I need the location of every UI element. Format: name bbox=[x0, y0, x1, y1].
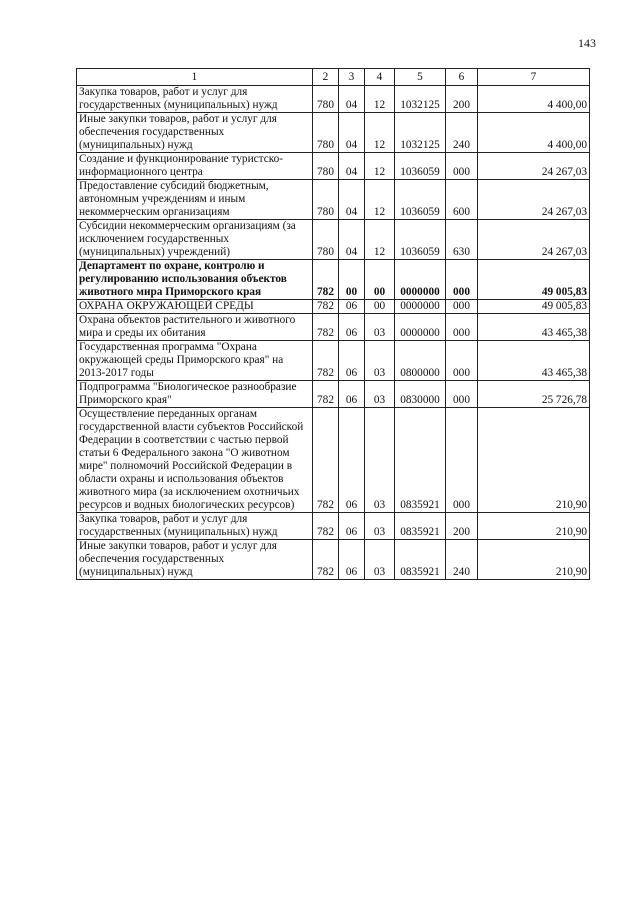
row-vr: 000 bbox=[446, 341, 478, 381]
row-rz: 04 bbox=[339, 113, 365, 153]
row-csr: 0000000 bbox=[395, 314, 446, 341]
row-vr: 200 bbox=[446, 513, 478, 540]
row-csr: 0835921 bbox=[395, 513, 446, 540]
row-pr: 00 bbox=[365, 300, 395, 314]
row-vr: 000 bbox=[446, 408, 478, 513]
row-sum: 210,90 bbox=[478, 540, 590, 580]
row-csr: 0000000 bbox=[395, 260, 446, 300]
row-ved: 782 bbox=[313, 381, 339, 408]
row-sum: 43 465,38 bbox=[478, 341, 590, 381]
row-vr: 000 bbox=[446, 153, 478, 180]
row-name: Иные закупки товаров, работ и услуг для обеспечения государственных (муниципальных) нужд bbox=[77, 540, 313, 580]
row-ved: 780 bbox=[313, 86, 339, 113]
row-vr: 000 bbox=[446, 381, 478, 408]
row-pr: 12 bbox=[365, 153, 395, 180]
table-row bbox=[77, 381, 590, 408]
table-row bbox=[77, 180, 590, 220]
table-row bbox=[77, 113, 590, 153]
row-pr: 03 bbox=[365, 513, 395, 540]
row-csr: 1032125 bbox=[395, 113, 446, 153]
table-row bbox=[77, 153, 590, 180]
row-rz: 06 bbox=[339, 381, 365, 408]
header-col-7: 7 bbox=[478, 69, 590, 86]
row-vr: 630 bbox=[446, 220, 478, 260]
row-rz: 04 bbox=[339, 220, 365, 260]
row-name: Департамент по охране, контролю и регулированию использования объектов животного мира Приморского края bbox=[77, 260, 313, 300]
row-ved: 782 bbox=[313, 408, 339, 513]
row-ved: 782 bbox=[313, 540, 339, 580]
row-name: Иные закупки товаров, работ и услуг для обеспечения государственных (муниципальных) нужд bbox=[77, 113, 313, 153]
row-csr: 1036059 bbox=[395, 153, 446, 180]
row-rz: 06 bbox=[339, 408, 365, 513]
table-row bbox=[77, 408, 590, 513]
row-rz: 04 bbox=[339, 180, 365, 220]
row-sum: 210,90 bbox=[478, 513, 590, 540]
row-ved: 782 bbox=[313, 314, 339, 341]
table-row bbox=[77, 341, 590, 381]
table-body bbox=[77, 86, 590, 580]
row-name: Государственная программа "Охрана окружающей среды Приморского края" на 2013-2017 годы bbox=[77, 341, 313, 381]
row-sum: 24 267,03 bbox=[478, 153, 590, 180]
row-rz: 06 bbox=[339, 540, 365, 580]
header-col-4: 4 bbox=[365, 69, 395, 86]
row-name: ОХРАНА ОКРУЖАЮЩЕЙ СРЕДЫ bbox=[77, 300, 313, 314]
row-ved: 780 bbox=[313, 220, 339, 260]
row-vr: 240 bbox=[446, 113, 478, 153]
row-sum: 49 005,83 bbox=[478, 260, 590, 300]
row-pr: 03 bbox=[365, 540, 395, 580]
row-pr: 12 bbox=[365, 86, 395, 113]
row-csr: 0835921 bbox=[395, 408, 446, 513]
row-pr: 03 bbox=[365, 381, 395, 408]
row-name: Подпрограмма "Биологическое разнообразие Приморского края" bbox=[77, 381, 313, 408]
row-ved: 780 bbox=[313, 113, 339, 153]
row-ved: 780 bbox=[313, 180, 339, 220]
row-ved: 782 bbox=[313, 513, 339, 540]
row-rz: 06 bbox=[339, 341, 365, 381]
page-number: 143 bbox=[578, 36, 596, 50]
row-sum: 43 465,38 bbox=[478, 314, 590, 341]
row-csr: 0000000 bbox=[395, 300, 446, 314]
table-row bbox=[77, 540, 590, 580]
row-name: Закупка товаров, работ и услуг для государственных (муниципальных) нужд bbox=[77, 513, 313, 540]
table-row bbox=[77, 300, 590, 314]
row-rz: 06 bbox=[339, 513, 365, 540]
row-pr: 12 bbox=[365, 180, 395, 220]
header-col-6: 6 bbox=[446, 69, 478, 86]
row-ved: 782 bbox=[313, 341, 339, 381]
row-name: Создание и функционирование туристско-информационного центра bbox=[77, 153, 313, 180]
row-name: Субсидии некоммерческим организациям (за исключением государственных (муниципальных) учреждений) bbox=[77, 220, 313, 260]
row-name: Закупка товаров, работ и услуг для государственных (муниципальных) нужд bbox=[77, 86, 313, 113]
row-pr: 00 bbox=[365, 260, 395, 300]
row-pr: 03 bbox=[365, 341, 395, 381]
row-name: Осуществление переданных органам государственной власти субъектов Российской Федерации в соответствии с частью первой статьи 6 Федерального закона "О животном мире" полномочий Российской Федерации в области охраны и использования объектов животного мира (за исключением охотничьих ресурсов и водных биологических ресурсов) bbox=[77, 408, 313, 513]
row-vr: 000 bbox=[446, 314, 478, 341]
row-rz: 00 bbox=[339, 260, 365, 300]
row-sum: 24 267,03 bbox=[478, 220, 590, 260]
row-csr: 0800000 bbox=[395, 341, 446, 381]
row-sum: 24 267,03 bbox=[478, 180, 590, 220]
row-vr: 000 bbox=[446, 260, 478, 300]
header-col-5: 5 bbox=[395, 69, 446, 86]
row-name: Предоставление субсидий бюджетным, автономным учреждениям и иным некоммерческим организациям bbox=[77, 180, 313, 220]
row-sum: 4 400,00 bbox=[478, 113, 590, 153]
table-row bbox=[77, 260, 590, 300]
row-csr: 0830000 bbox=[395, 381, 446, 408]
row-ved: 782 bbox=[313, 260, 339, 300]
table-row bbox=[77, 86, 590, 113]
row-rz: 04 bbox=[339, 86, 365, 113]
table-row bbox=[77, 513, 590, 540]
header-col-3: 3 bbox=[339, 69, 365, 86]
row-ved: 780 bbox=[313, 153, 339, 180]
row-pr: 03 bbox=[365, 314, 395, 341]
header-col-1: 1 bbox=[77, 69, 313, 86]
row-csr: 1036059 bbox=[395, 220, 446, 260]
row-sum: 25 726,78 bbox=[478, 381, 590, 408]
row-pr: 12 bbox=[365, 220, 395, 260]
row-ved: 782 bbox=[313, 300, 339, 314]
table-row bbox=[77, 314, 590, 341]
row-vr: 600 bbox=[446, 180, 478, 220]
row-csr: 1036059 bbox=[395, 180, 446, 220]
header-col-2: 2 bbox=[313, 69, 339, 86]
row-pr: 03 bbox=[365, 408, 395, 513]
row-csr: 1032125 bbox=[395, 86, 446, 113]
row-name: Охрана объектов растительного и животного мира и среды их обитания bbox=[77, 314, 313, 341]
row-csr: 0835921 bbox=[395, 540, 446, 580]
row-rz: 06 bbox=[339, 300, 365, 314]
row-rz: 06 bbox=[339, 314, 365, 341]
row-vr: 240 bbox=[446, 540, 478, 580]
row-rz: 04 bbox=[339, 153, 365, 180]
table-row bbox=[77, 220, 590, 260]
row-vr: 200 bbox=[446, 86, 478, 113]
budget-table bbox=[76, 68, 590, 580]
row-pr: 12 bbox=[365, 113, 395, 153]
row-vr: 000 bbox=[446, 300, 478, 314]
row-sum: 210,90 bbox=[478, 408, 590, 513]
row-sum: 4 400,00 bbox=[478, 86, 590, 113]
row-sum: 49 005,83 bbox=[478, 300, 590, 314]
table-header-row bbox=[77, 69, 590, 86]
